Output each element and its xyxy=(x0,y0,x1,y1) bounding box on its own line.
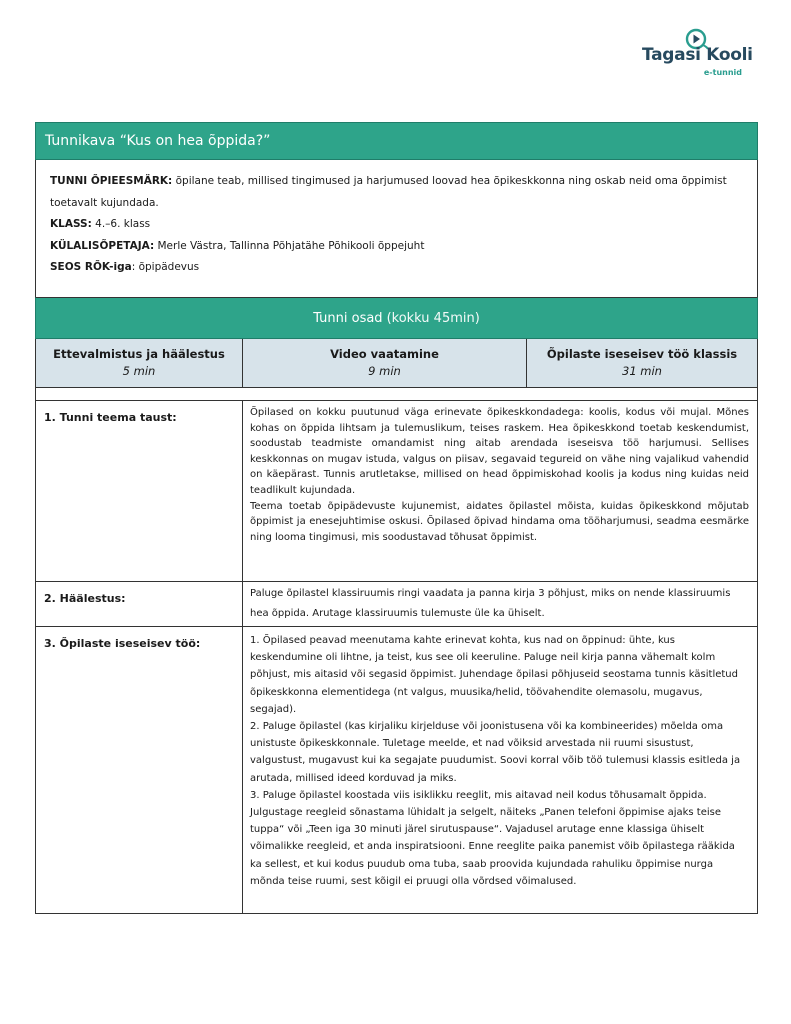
row-label: 3. Õpilaste iseseisev töö: xyxy=(36,627,243,913)
curriculum-link-line xyxy=(50,257,743,279)
goal-line xyxy=(50,171,743,214)
row-label: 2. Häälestus: xyxy=(36,582,243,628)
row-paragraph: 1. Õpilased peavad meenutama kahte erinevat kohta, kus nad on õppinud: ühte, kus keskendumine oli lihtne, ja teist, kus see oli keeruline. Paluge neil kirja panna vähemalt kolm põhjust, mis aitasid või segasid õppimist. Juhendage õpilasi põhjuseid seostama tunnis käsitletud õpikeskkonna elementidega (nt valgus, muusika/helid, töövahendite olemasolu, mugavus, segajad). xyxy=(250,635,738,715)
phase-name: Video vaatamine xyxy=(330,347,439,361)
class-text: 4.–6. klass xyxy=(91,218,151,230)
guest-label: KÜLALISÕPETAJA: xyxy=(50,239,155,252)
lesson-plan-table xyxy=(35,122,758,914)
curriculum-link-label: SEOS RÕK-iga xyxy=(50,261,132,273)
row-content xyxy=(243,627,757,913)
row-paragraph: Paluge õpilastel klassiruumis ringi vaadata ja panna kirja 3 põhjust, miks on nende klassiruumis hea õppida. Arutage klassiruumis tulemuste üle ka ühiselt. xyxy=(250,588,731,619)
logo-title: Tagasi Kooli xyxy=(642,45,753,65)
row-topic-background xyxy=(35,400,758,582)
logo-subtitle: e-tunnid xyxy=(703,68,742,77)
phase-time: 31 min xyxy=(622,364,662,378)
lesson-parts-bar xyxy=(35,297,758,339)
curriculum-link-text: : õpipädevus xyxy=(131,261,200,273)
phase-time: 5 min xyxy=(122,364,156,378)
phase-preparation xyxy=(36,339,243,387)
guest-teacher-line xyxy=(50,236,743,258)
lesson-parts-title: Tunni osad xyxy=(313,310,383,326)
guest-text: Merle Västra, Tallinna Põhjatähe Põhikooli õppejuht xyxy=(154,239,425,252)
row-warmup xyxy=(35,582,758,627)
lesson-info-block xyxy=(35,160,758,297)
row-paragraph: 3. Paluge õpilastel koostada viis isiklikku reeglit, mis aitavad neil kodus tõhusamalt õppida. Julgustage reegleid sõnastama lühidalt ja selgelt, näiteks „Panen telefoni õppimise ajaks teise tuppa“ või „Teen iga 30 minuti järel sirutuspause“. Vajadusel arutage enne klassiga ühiselt võimalikke reegleid, et anda inspiratsiooni. Enne reeglite paika panemist võib õpilastega rääkida ka sellest, et kui kodus puudub oma tuba, saab proovida kujundada rahuliku õppimise nurga mõnda teise ruumi, sest kõigil ei pruugi olla võrdsed võimalused. xyxy=(250,789,735,887)
lesson-phases xyxy=(35,339,758,388)
row-paragraph: Õpilased on kokku puutunud väga erinevate õpikeskkondadega: koolis, kodus või mujal. Mõnes kohas on õppida lihtsam ja tulemuslikum, teises raskem. Hea õpikeskkond toetab keskendumist, soodustab teadmiste omandamist ning aitab arendada iseseisva töö harjumusi. Sellises keskkonnas on mugav istuda, valgus on piisav, segavaid tegureid on vähe ning vajalikud vahendid on käepärast. Tunnis arutletakse, millised on head õppimiskohad koolis ja kodus ning kuidas neid teadlikult kujundada. xyxy=(250,407,749,496)
table-spacer xyxy=(35,388,758,400)
row-paragraph: Teema toetab õpipädevuste kujunemist, aidates õpilastel mõista, kuidas õpikeskkond mõjutab õppimist ja enesejuhtimise oskusi. Õpilased õpivad hindama oma tööharjumusi, seadma eesmärke ning looma tingimusi, mis soodustavad tõhusat õppimist. xyxy=(250,500,749,543)
phase-independent-work xyxy=(527,339,757,387)
row-paragraph: 2. Paluge õpilastel (kas kirjaliku kirjelduse või joonistusena või ka kombineerides) mõelda oma unistuste õpikeskkonnale. Tuletage meelde, et nad võiksid arvestada nii ruumi sisustust, valgustust, mugavust kui ka segajate puudumist. Soovi korral võib töö tulemusi klassis esitleda ja arutada, millised ideed korduvad ja miks. xyxy=(250,721,741,784)
goal-text: õpilane teab, millised tingimused ja harjumused loovad hea õpikeskkonna ning oskab neid oma õppimist toetavalt kujundada. xyxy=(50,175,727,209)
lesson-parts-total: (kokku 45min) xyxy=(386,310,480,326)
row-independent-work xyxy=(35,627,758,914)
row-label: 1. Tunni teema taust: xyxy=(36,401,243,581)
tagasi-kooli-logo xyxy=(638,28,753,84)
phase-video xyxy=(243,339,527,387)
lesson-title: Tunnikava “Kus on hea õppida?” xyxy=(45,133,271,149)
class-line xyxy=(50,214,743,236)
row-content xyxy=(243,401,757,581)
phase-name: Õpilaste iseseisev töö klassis xyxy=(546,347,738,361)
lesson-title-bar xyxy=(35,122,758,160)
goal-label: TUNNI ÕPIEESMÄRK: xyxy=(50,175,173,187)
phase-name: Ettevalmistus ja häälestus xyxy=(53,347,225,361)
class-label: KLASS: xyxy=(50,218,92,230)
phase-time: 9 min xyxy=(368,364,401,378)
row-content xyxy=(243,582,757,628)
